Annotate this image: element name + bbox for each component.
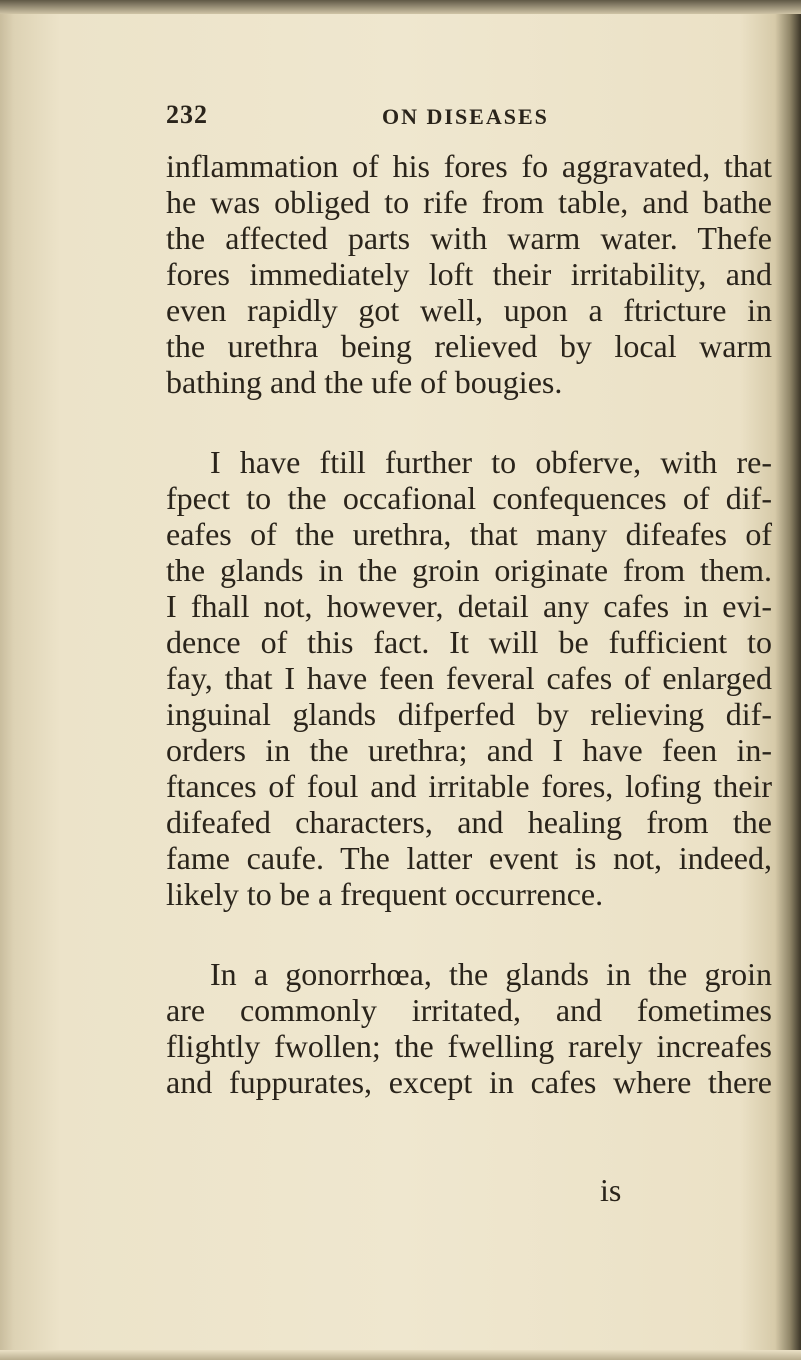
page-top-shadow	[0, 0, 801, 14]
text-line: inguinal glands difperfed by relieving dif-	[166, 696, 772, 732]
text-line: likely to be a frequent occurrence.	[166, 876, 604, 912]
paragraph-2	[166, 444, 772, 912]
page-header	[166, 100, 666, 140]
running-head: ON DISEASES	[382, 104, 549, 129]
text-line: difeafed characters, and healing from the	[166, 804, 772, 840]
paragraph-3	[166, 956, 772, 1100]
page-bottom-shadow	[0, 1350, 801, 1360]
text-line: I fhall not, however, detail any cafes in evi-	[166, 588, 772, 624]
text-line: In a gonorrhœa, the glands in the groin	[210, 956, 772, 992]
text-line: dence of this fact. It will be fufficient to	[166, 624, 772, 660]
text-line: even rapidly got well, upon a ftricture in	[166, 292, 772, 328]
paragraph-1	[166, 148, 772, 400]
text-line: fpect to the occafional confequences of dif-	[166, 480, 772, 516]
text-line: ftances of foul and irritable fores, lofing their	[166, 768, 772, 804]
text-line: flightly fwollen; the fwelling rarely increafes	[166, 1028, 772, 1064]
text-line: I have ftill further to obferve, with re-	[210, 444, 772, 480]
body-text	[166, 148, 772, 1100]
text-line: the urethra being relieved by local warm	[166, 328, 772, 364]
text-line: he was obliged to rife from table, and bathe	[166, 184, 772, 220]
text-line: orders in the urethra; and I have feen in-	[166, 732, 772, 768]
text-line: fame caufe. The latter event is not, indeed,	[166, 840, 772, 876]
text-line: the glands in the groin originate from them.	[166, 552, 772, 588]
text-line: and fuppurates, except in cafes where there	[166, 1064, 772, 1100]
text-line: are commonly irritated, and fometimes	[166, 992, 772, 1028]
text-line: fores immediately loft their irritability, and	[166, 256, 772, 292]
text-line: the affected parts with warm water. Thefe	[166, 220, 772, 256]
text-line: bathing and the ufe of bougies.	[166, 364, 563, 400]
text-line: eafes of the urethra, that many difeafes of	[166, 516, 772, 552]
catchword: is	[600, 1172, 622, 1208]
text-line: fay, that I have feen feveral cafes of enlarged	[166, 660, 772, 696]
page-number: 232	[166, 100, 208, 129]
text-line: inflammation of his fores fo aggravated, that	[166, 148, 772, 184]
